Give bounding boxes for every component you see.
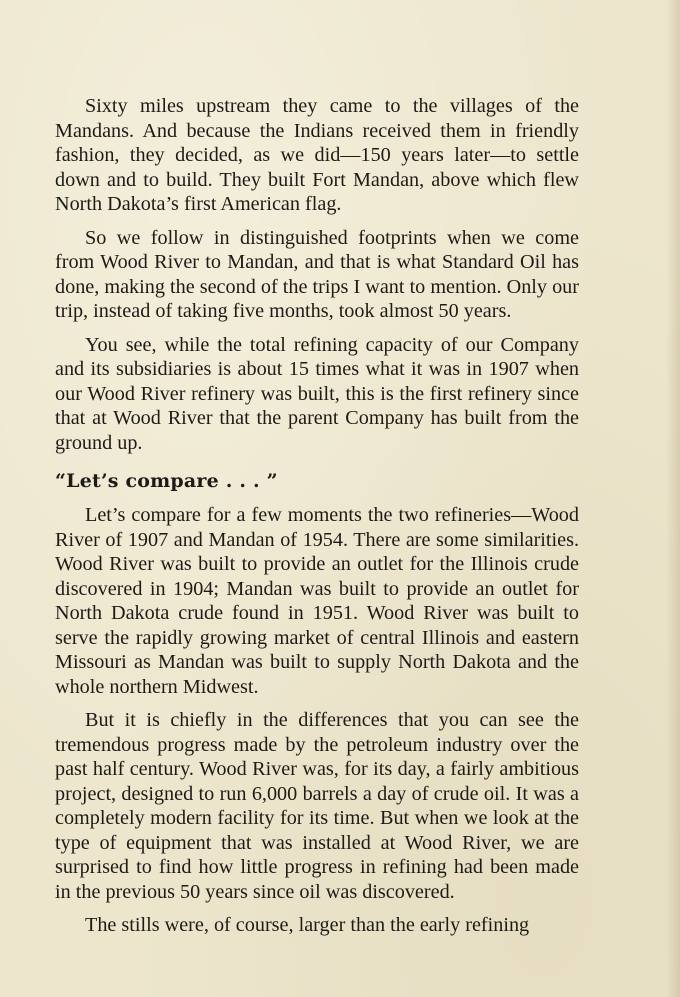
paragraph-stills: The stills were, of course, larger than the early refining [85,914,530,936]
paragraph-differences: But it is chiefly in the differences that you can see the tremendous progress made by the petroleum industry over the past half century. Wood River was, for its day, a fairly ambitious project, designed to run 6,000 barrels a day of crude oil. It was a completely modern facility for its time. But when we look at the type of equipment that was installed at Wood River, we are surprised to find how little progress in refining had been made in the previous 50 years since oil was discovered. [55,709,579,903]
paragraph-refining-capacity: You see, while the total refining capacity of our Company and its subsidiaries is about 15 times what it was in 1907 when our Wood River refinery was built, this is the first refinery since that at Wood River that the parent Company has built from the ground up. [55,333,579,454]
paragraph-compare-refineries: Let’s compare for a few moments the two refineries—Wood River of 1907 and Mandan of 1954. There are some similarities. Wood River was built to provide an outlet for the Illinois crude discovered in 1904; Mandan was built to provide an outlet for North Dakota crude found in 1951. Wood River was built to serve the rapidly growing market of central Illinois and eastern Missouri as Mandan was built to supply North Dakota and the whole northern Midwest. [55,504,579,698]
paragraph-fort-mandan: Sixty miles upstream they came to the villages of the Mandans. And because the Indians received them in friendly fashion, they decided, as we did—150 years later—to settle down and to build. They built Fort Mandan, above which flew North Dakota’s first American flag. [55,95,579,215]
paragraph-distinguished-footprints: So we follow in distinguished footprints when we come from Wood River to Mandan, and that is what Standard Oil has done, making the second of the trips I want to mention. Only our trip, instead of taking five months, took almost 50 years. [55,226,579,322]
section-heading: “Let’s compare . . . ” [55,470,278,492]
body-text [55,94,579,947]
page-edge-shadow [666,0,680,997]
